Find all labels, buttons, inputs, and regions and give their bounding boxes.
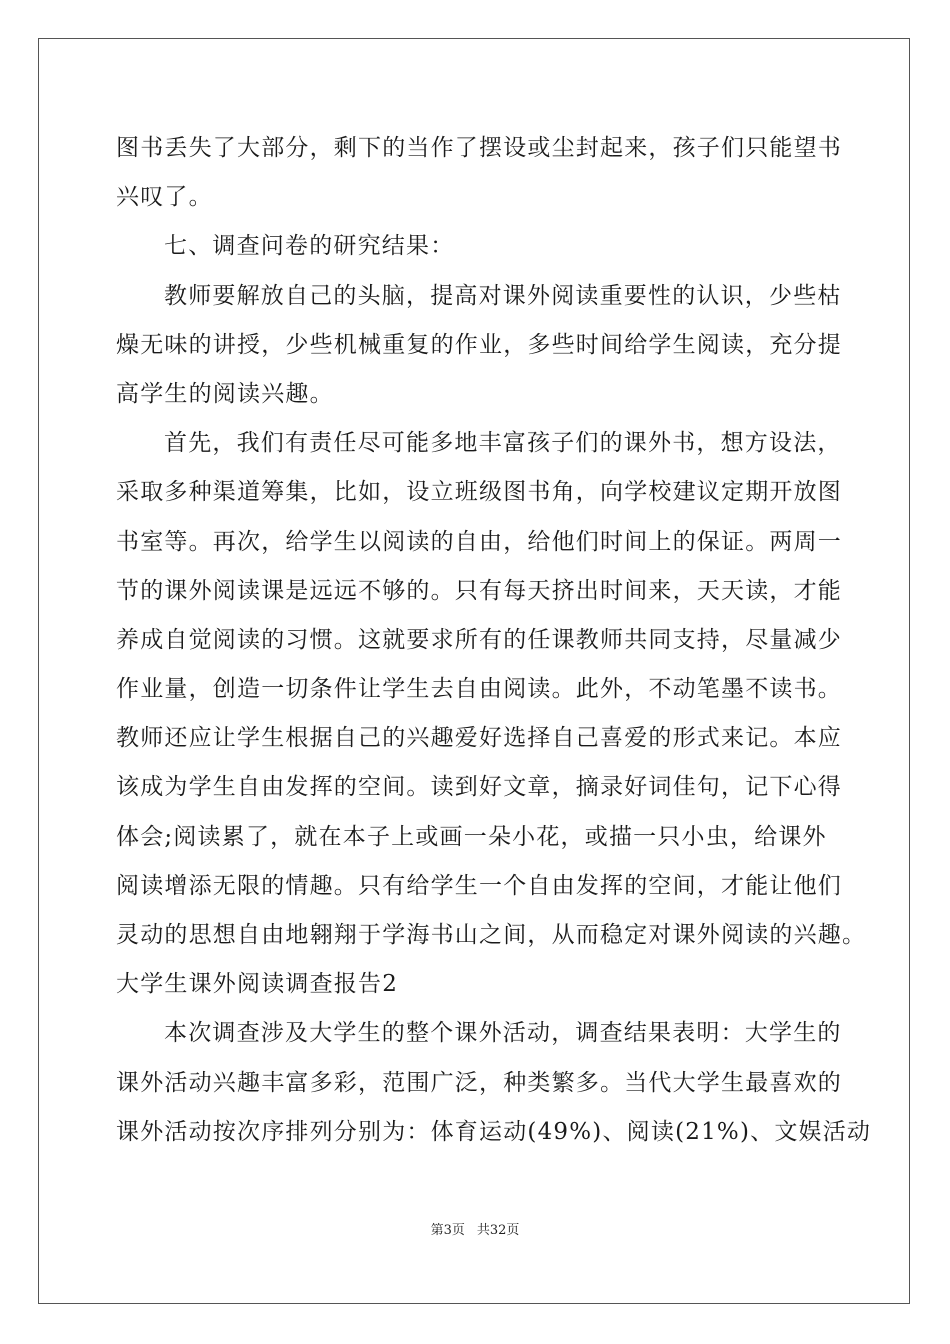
text-line: 节的课外阅读课是远远不够的。只有每天挤出时间来，天天读，才能 <box>116 577 842 604</box>
text-line: 首先，我们有责任尽可能多地丰富孩子们的课外书，想方设法， <box>164 430 842 457</box>
document-body <box>116 124 872 1157</box>
text-line: 本次调查涉及大学生的整个课外活动，调查结果表明：大学生的 <box>164 1020 842 1047</box>
text-line: 采取多种渠道筹集，比如，设立班级图书角，向学校建议定期开放图 <box>116 479 842 506</box>
text-line: 高学生的阅读兴趣。 <box>116 380 334 407</box>
text-line: 灵动的思想自由地翱翔于学海书山之间，从而稳定对课外阅读的兴趣。 <box>116 922 867 948</box>
text-line: 阅读增添无限的情趣。只有给学生一个自由发挥的空间，才能让他们 <box>116 872 842 899</box>
report-title: 大学生课外阅读调查报告2 <box>116 971 399 998</box>
text-line: 教师还应让学生根据自己的兴趣爱好选择自己喜爱的形式来记。本应 <box>116 725 842 752</box>
page-footer <box>0 1222 950 1240</box>
text-line: 养成自觉阅读的习惯。这就要求所有的任课教师共同支持，尽量减少 <box>116 626 842 653</box>
text-line: 图书丢失了大部分，剩下的当作了摆设或尘封起来，孩子们只能望书 <box>116 135 842 161</box>
text-line: 教师要解放自己的头脑，提高对课外阅读重要性的认识，少些枯 <box>164 282 842 309</box>
text-line: 作业量，创造一切条件让学生去自由阅读。此外，不动笔墨不读书。 <box>116 676 842 703</box>
text-line: 体会;阅读累了，就在本子上或画一朵小花，或描一只小虫，给课外 <box>116 823 827 850</box>
page-number: 第3页 <box>430 1223 465 1238</box>
text-line: 该成为学生自由发挥的空间。读到好文章，摘录好词佳句，记下心得 <box>116 774 842 801</box>
text-line: 书室等。再次，给学生以阅读的自由，给他们时间上的保证。两周一 <box>116 528 842 555</box>
section-heading: 七、调查问卷的研究结果： <box>164 233 455 260</box>
page-total: 共32页 <box>476 1223 520 1238</box>
text-line: 兴叹了。 <box>116 184 213 211</box>
text-line: 燥无味的讲授，少些机械重复的作业，多些时间给学生阅读，充分提 <box>116 331 842 358</box>
text-line: 课外活动按次序排列分别为：体育运动(49%)、阅读(21%)、文娱活动 <box>116 1118 872 1145</box>
text-line: 课外活动兴趣丰富多彩，范围广泛，种类繁多。当代大学生最喜欢的 <box>116 1069 842 1096</box>
